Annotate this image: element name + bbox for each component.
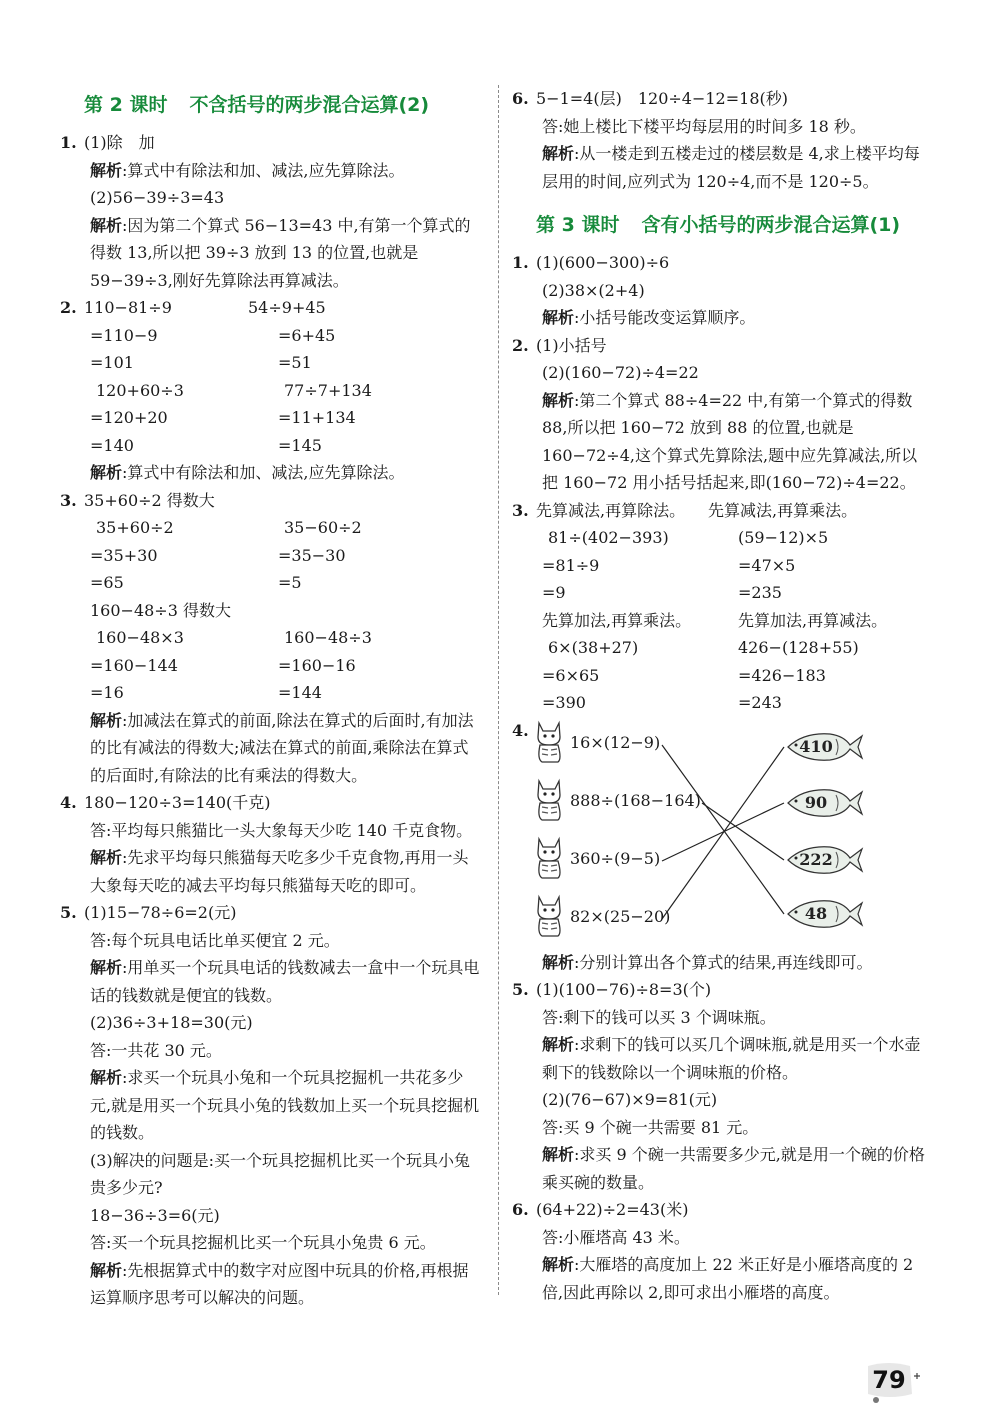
explanation-label: 解析 (542, 1145, 575, 1164)
answer: 18−36÷3=6(元) (90, 1205, 220, 1225)
calc-step: =160−144 (90, 655, 178, 675)
question-r2 (512, 332, 930, 497)
explanation: 解析:分别计算出各个算式的结果,再连线即可。 (542, 952, 873, 972)
calc-step: =144 (278, 683, 322, 702)
calc-step: =65 (90, 573, 124, 592)
question-1 (60, 129, 480, 294)
left-column (60, 85, 480, 1312)
explanation: 解析:算式中有除法和加、减法,应先算除法。 (90, 160, 405, 180)
calc-step: =120+20 (90, 408, 168, 427)
calc-step: =390 (542, 693, 586, 712)
explanation-label: 解析 (542, 144, 575, 163)
kitten-icon (534, 777, 564, 821)
calc-step: =35+30 (90, 545, 158, 565)
question-number: 1. (512, 253, 529, 272)
fish-answer (784, 898, 864, 930)
answer: (64+22)÷2=43(米) (536, 1200, 689, 1219)
calc-note: 先算减法,再算乘法。 (708, 500, 858, 520)
calc-step: =140 (90, 435, 134, 455)
match-line (662, 747, 784, 919)
calc-step: =81÷9 (542, 555, 600, 575)
lesson-title: 不含括号的两步混合运算(2) (189, 94, 430, 116)
fish-answer (784, 844, 864, 876)
explanation: 解析:用单买一个玩具电话的钱数减去一盒中一个玩具电话的钱数就是便宜的钱数。 (90, 958, 480, 1005)
calc-step: =16 (90, 683, 124, 702)
question-number: 2. (60, 298, 77, 317)
fish-value: 222 (799, 849, 833, 869)
question-r1 (512, 249, 930, 332)
answer: (3)解决的问题是:买一个玩具挖掘机比买一个玩具小兔贵多少元? (90, 1150, 471, 1197)
explanation-label: 解析 (90, 848, 123, 867)
explanation-label: 解析 (542, 1255, 575, 1274)
question-2 (60, 294, 480, 487)
match-expression: 360÷(9−5) (570, 848, 661, 868)
question-3 (60, 487, 480, 790)
explanation: 解析:求买 9 个碗一共需要多少元,就是用一个碗的价格乘买碗的数量。 (542, 1145, 925, 1192)
explanation-label: 解析 (542, 390, 575, 410)
question-number: 5. (60, 903, 77, 922)
calc-step: =145 (278, 435, 322, 455)
explanation: 解析:求剩下的钱可以买几个调味瓶,就是用买一个水壶剩下的钱数除以一个调味瓶的价格。 (542, 1035, 921, 1082)
fish-value: 410 (799, 736, 833, 756)
calc-step: =110−9 (90, 325, 158, 345)
explanation: 解析:第二个算式 88÷4=22 中,有第一个算式的得数 88,所以把 160−72 放到 88 的位置,也就是 160−72÷4,这个算式先算除法,题中应先算减法,所以把 160−72 用小括号括起来,即(160−72)÷4=22。 (542, 390, 918, 492)
calc-step: =160−16 (278, 655, 356, 675)
answer: (1)小括号 (536, 335, 607, 355)
answer: 180−120÷3=140(千克) (84, 793, 271, 812)
explanation: 解析:小括号能改变运算顺序。 (542, 308, 756, 327)
calc-step: =11+134 (278, 408, 356, 427)
explanation: 解析:求买一个玩具小兔和一个玩具挖掘机一共花多少元,就是用买一个玩具小兔的钱数加上买一个玩具挖掘机的钱数。 (90, 1068, 480, 1142)
page-number: 79 (872, 1366, 906, 1394)
answer: (2)(160−72)÷4=22 (542, 363, 699, 382)
calc-step: =47×5 (738, 555, 796, 575)
question-5 (60, 899, 480, 1312)
calc-step: 35−60÷2 (284, 518, 362, 537)
fish-value: 48 (804, 903, 828, 923)
match-line (702, 803, 784, 860)
answer-statement: 答:买 9 个碗一共需要 81 元。 (542, 1117, 759, 1137)
calc-step: =5 (278, 573, 302, 592)
calc-step: =426−183 (738, 665, 826, 685)
calc-note: 先算加法,再算减法。 (738, 610, 888, 630)
explanation-label: 解析 (90, 710, 123, 730)
answer: (2)(76−67)×9=81(元) (542, 1090, 718, 1109)
section-heading-lesson3 (536, 207, 930, 243)
answer-statement: 答:买一个玩具挖掘机比买一个玩具小兔贵 6 元。 (90, 1233, 436, 1252)
question-number: 5. (512, 980, 529, 999)
matching-figure (532, 717, 930, 949)
explanation-label: 解析 (542, 952, 575, 972)
calc-step: =9 (542, 583, 566, 602)
calc-step: 426−(128+55) (738, 638, 859, 657)
calc-step: 160−48×3 (96, 628, 184, 647)
answer-statement: 答:一共花 30 元。 (90, 1040, 222, 1060)
question-r3 (512, 497, 930, 717)
question-r4 (512, 717, 930, 977)
explanation-label: 解析 (90, 1260, 123, 1280)
answer: (2)56−39÷3=43 (90, 188, 225, 207)
lesson-label: 第 2 课时 (84, 94, 168, 116)
question-number: 4. (512, 720, 529, 740)
explanation-label: 解析 (542, 1035, 575, 1054)
question-number: 3. (512, 500, 529, 520)
answer: 35+60÷2 得数大 (84, 490, 215, 510)
explanation: 解析:算式中有除法和加、减法,应先算除法。 (90, 463, 405, 482)
calc-step: 81÷(402−393) (548, 528, 669, 547)
calc-step: =51 (278, 353, 312, 372)
right-column (512, 85, 930, 1306)
answer-statement: 答:剩下的钱可以买 3 个调味瓶。 (542, 1007, 776, 1027)
answer-statement: 答:每个玩具电话比单买便宜 2 元。 (90, 930, 340, 950)
kitten-icon (534, 835, 564, 879)
explanation-label: 解析 (90, 1068, 123, 1087)
lesson-label: 第 3 课时 (536, 214, 620, 236)
calc-step: (59−12)×5 (738, 528, 829, 547)
calc-step: =35−30 (278, 545, 346, 565)
calc-step: =243 (738, 693, 782, 712)
calc-step: 35+60÷2 (96, 518, 174, 537)
kitten-icon (534, 719, 564, 763)
calc-step: 110−81÷9 (84, 298, 172, 317)
explanation-label: 解析 (542, 308, 575, 327)
match-expression: 888÷(168−164) (570, 790, 701, 810)
calc-step: 77÷7+134 (284, 380, 372, 400)
answer: (2)36÷3+18=30(元) (90, 1013, 253, 1032)
answer: (2)38×(2+4) (542, 280, 645, 300)
fish-answer (784, 731, 864, 763)
explanation-label: 解析 (90, 958, 123, 977)
question-r6 (512, 1196, 930, 1306)
explanation: 解析:大雁塔的高度加上 22 米正好是小雁塔高度的 2 倍,因此再除以 2,即可求出小雁塔的高度。 (542, 1255, 914, 1302)
explanation: 解析:先根据算式中的数字对应图中玩具的价格,再根据运算顺序思考可以解决的问题。 (90, 1260, 469, 1307)
fish-value: 90 (804, 792, 828, 812)
explanation: 解析:先求平均每只熊猫每天吃多少千克食物,再用一头大象每天吃的减去平均每只熊猫每天吃的即可。 (90, 848, 469, 895)
question-number: 3. (60, 490, 77, 510)
answer-statement: 答:平均每只熊猫比一头大象每天少吃 140 千克食物。 (90, 820, 473, 840)
calc-step: 6×(38+27) (548, 638, 639, 657)
match-expression: 82×(25−20) (570, 906, 671, 926)
lesson-title: 含有小括号的两步混合运算(1) (641, 214, 901, 236)
question-number: 1. (60, 133, 77, 152)
answer: 5−1=4(层) 120÷4−12=18(秒) (536, 89, 788, 108)
question-6-continued (512, 85, 930, 195)
explanation: 解析:加减法在算式的前面,除法在算式的后面时,有加法的比有减法的得数大;减法在算式的前面,乘除法在算式的后面时,有除法的比有乘法的得数大。 (90, 710, 474, 785)
explanation-label: 解析 (90, 215, 123, 235)
answer: (1)(600−300)÷6 (536, 253, 670, 272)
question-number: 2. (512, 335, 529, 355)
calc-note: 先算加法,再算乘法。 (542, 610, 692, 630)
question-number: 6. (512, 89, 529, 108)
question-number: 6. (512, 1200, 529, 1219)
explanation-label: 解析 (90, 160, 123, 180)
kitten-icon (534, 893, 564, 937)
calc-step: =6×65 (542, 665, 600, 685)
fish-answer (784, 787, 864, 819)
calc-step: =235 (738, 583, 782, 602)
match-expression: 16×(12−9) (570, 732, 661, 752)
question-4 (60, 789, 480, 899)
calc-note: 先算减法,再算除法。 (536, 500, 686, 520)
match-line (662, 745, 784, 914)
calc-step: =101 (90, 353, 134, 372)
section-heading-lesson2 (84, 87, 480, 123)
calc-step: 120+60÷3 (96, 380, 184, 400)
calc-step: 54÷9+45 (248, 298, 326, 317)
calc-step: =6+45 (278, 325, 336, 345)
explanation-label: 解析 (90, 463, 123, 482)
column-divider (498, 85, 499, 1295)
calc-step: 160−48÷3 (284, 628, 372, 647)
answer: (1)15−78÷6=2(元) (84, 903, 237, 922)
explanation: 解析:因为第二个算式 56−13=43 中,有第一个算式的得数 13,所以把 39÷3 放到 13 的位置,也就是 59−39÷3,刚好先算除法再算减法。 (90, 215, 471, 290)
question-r5 (512, 976, 930, 1196)
answer: (1)除 加 (84, 133, 155, 152)
answer-statement: 答:小雁塔高 43 米。 (542, 1227, 690, 1247)
answer: 160−48÷3 得数大 (90, 600, 231, 620)
answer: (1)(100−76)÷8=3(个) (536, 980, 712, 999)
question-number: 4. (60, 793, 77, 812)
explanation: 解析:从一楼走到五楼走过的楼层数是 4,求上楼平均每层用的时间,应列式为 120÷4,而不是 120÷5。 (542, 144, 920, 191)
answer-statement: 答:她上楼比下楼平均每层用的时间多 18 秒。 (542, 116, 866, 136)
